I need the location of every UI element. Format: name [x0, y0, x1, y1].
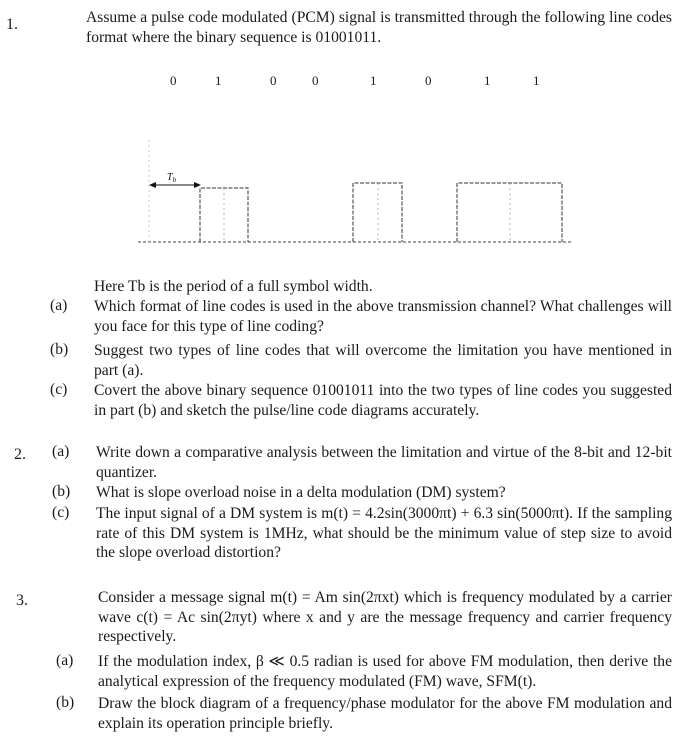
question-1-number: 1. — [6, 16, 18, 33]
tb-arrow-left-head — [149, 182, 156, 188]
tb-label: $T_b$ — [167, 172, 177, 184]
part-label: (c) — [52, 504, 70, 521]
part-label: (b) — [52, 483, 71, 500]
part-label: (b) — [56, 694, 75, 711]
question-1-intro: Assume a pulse code modulated (PCM) signal is transmitted through the following line codes format where the binary sequence is 01001011. — [86, 9, 672, 46]
bit-label: 1 — [215, 73, 222, 88]
question-2c-text: The input signal of a DM system is m(t) = 4.2sin(3000πt) + 6.3 sin(5000πt). If the sampling rate of this DM system is 1MHz, what should be the minimum value of step size to avoid the slope overload distortion? — [96, 505, 672, 561]
question-2a-text: Write down a comparative analysis between the limitation and virtue of the 8-bit and 12-bit quantizer. — [96, 444, 672, 481]
bit-label: 0 — [425, 73, 432, 88]
question-3a-text: If the modulation index, β ≪ 0.5 radian is used for above FM modulation, then derive the analytical expression of the frequency modulated (FM) wave, SFM(t). — [98, 653, 672, 690]
bit-label: 0 — [312, 73, 319, 88]
part-label: (a) — [56, 652, 74, 669]
pulse-3 — [457, 183, 562, 242]
pulse-2 — [353, 183, 402, 242]
question-1a-text: Which format of line codes is used in the above transmission channel? What challenges will you face for this type of line coding? — [94, 298, 672, 335]
question-3-number: 3. — [16, 592, 28, 609]
part-label: (c) — [50, 381, 68, 398]
question-1-note: Here Tb is the period of a full symbol width. — [94, 278, 373, 295]
part-label: (a) — [52, 443, 70, 460]
question-3-intro: Consider a message signal m(t) = Am sin(2πxt) which is frequency modulated by a carrier wave c(t) = Ac sin(2πyt) where x and y are the message frequency and carrier frequency respectively. — [98, 589, 672, 645]
bit-label: 1 — [484, 73, 491, 88]
bit-label: 1 — [533, 73, 540, 88]
part-label: (b) — [50, 341, 69, 358]
bit-label: 0 — [270, 73, 277, 88]
question-2-number: 2. — [14, 446, 26, 463]
question-3b-text: Draw the block diagram of a frequency/phase modulator for the above FM modulation and explain its operation principle briefly. — [98, 695, 672, 732]
bit-label: 0 — [170, 73, 177, 88]
question-1c-text: Covert the above binary sequence 01001011 into the two types of line codes you suggested in part (b) and sketch the pulse/line code diagrams accurately. — [94, 382, 672, 419]
line-code-waveform-diagram — [0, 0, 681, 260]
question-2b-text: What is slope overload noise in a delta modulation (DM) system? — [96, 484, 506, 501]
part-label: (a) — [50, 297, 68, 314]
tb-arrow-right-head — [194, 182, 201, 188]
question-1b-text: Suggest two types of line codes that will overcome the limitation you have mentioned in part (a). — [94, 342, 672, 379]
bit-label: 1 — [370, 73, 377, 88]
